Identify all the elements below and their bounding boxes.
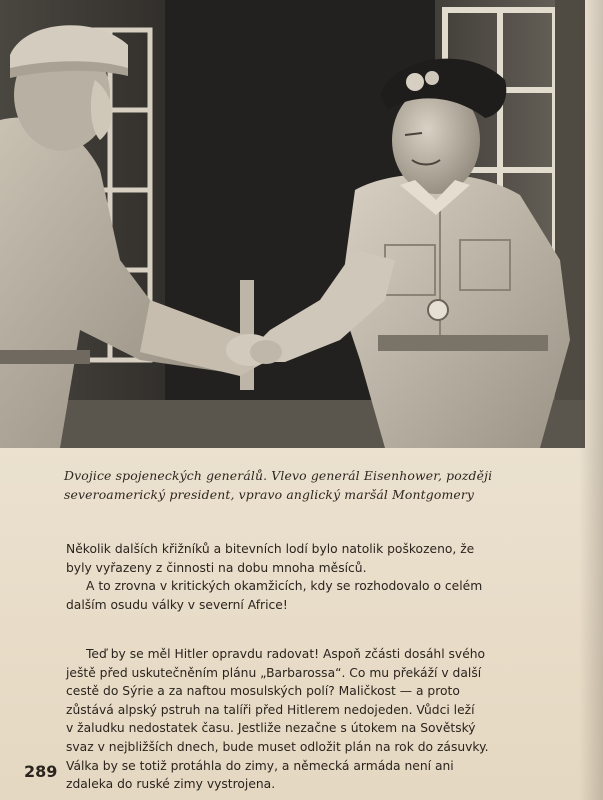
text-line: dalším osudu války v severní Africe! [66, 597, 288, 612]
paragraph-2 [66, 645, 576, 794]
text-line: ještě před uskutečněním plánu „Barbarossa“. Co mu překáží v další [66, 665, 482, 680]
text-line: Teď by se měl Hitler opravdu radovat! Aspoň zčásti dosáhl svého [86, 647, 486, 661]
page-number: 289 [24, 762, 58, 781]
text-line: zůstává alpský pstruh na talíři před Hitlerem nedojeden. Vůdci leží [66, 702, 475, 717]
text-line: zdaleka do ruské zimy vystrojena. [66, 777, 276, 792]
text-line: Několik dalších křižníků a bitevních lodí bylo natolik poškozeno, že [66, 542, 475, 556]
photo-caption [64, 466, 564, 504]
text-line: A to zrovna v kritických okamžicích, kdy se rozhodovalo o celém [86, 579, 483, 594]
text-line: v žaludku nedostatek času. Jestliže nezačne s útokem na Sovětský [66, 721, 476, 736]
paragraph-1 [66, 540, 576, 614]
caption-line: Dvojice spojeneckých generálů. Vlevo generál Eisenhower, později [64, 468, 493, 483]
text-line: svaz v nejbližších dnech, bude muset odložit plán na rok do zásuvky. [66, 739, 489, 754]
caption-line: severoamerický president, vpravo anglický maršál Montgomery [64, 487, 475, 502]
text-line: Válka by se totiž protáhla do zimy, a německá armáda není ani [66, 758, 454, 773]
text-line: cestě do Sýrie a za naftou mosulských polí? Maličkost — a proto [66, 684, 460, 699]
text-line: byly vyřazeny z činnosti na dobu mnoha měsíců. [66, 560, 367, 575]
